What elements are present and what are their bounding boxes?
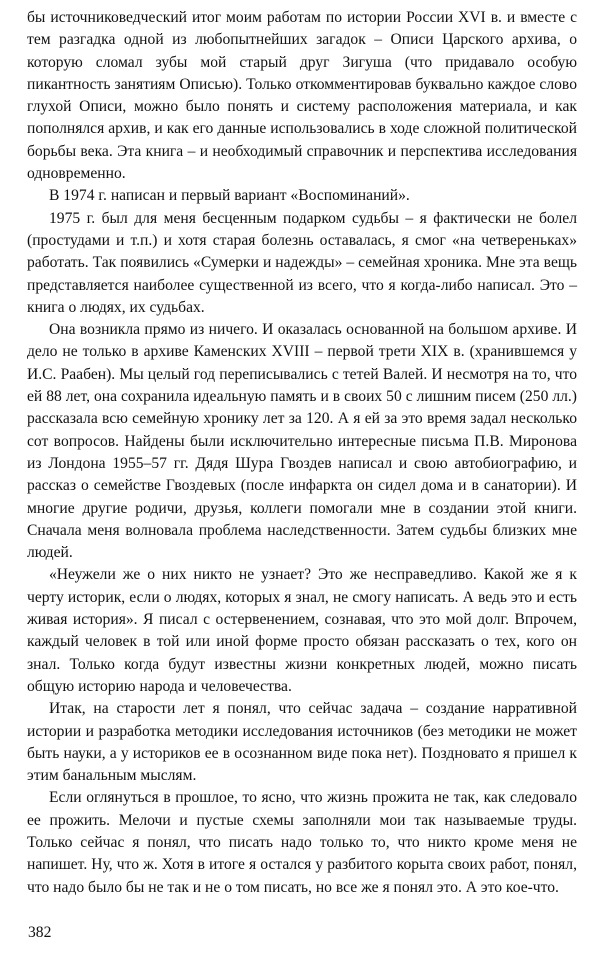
paragraph-6: Итак, на старости лет я понял, что сейчас задача – создание нарративной истории и разработка методики исследования источников (без методики не может быть науки, а у историков ее в осознанном виде пока нет). Поздновато я пришел к этим банальным мыслям. xyxy=(27,700,577,785)
page-number: 382 xyxy=(28,924,52,941)
paragraph-2: В 1974 г. написан и первый вариант «Воспоминаний». xyxy=(49,187,410,205)
book-page-text xyxy=(27,7,577,899)
paragraph-1: бы источниковедческий итог моим работам по истории России XVI в. и вместе с тем разгадка одной из любопытнейших загадок – Описи Царского архива, о которую сломал зубы мой старый друг Зигуша (что придавало особую пикантность занятиям Описью). Только откомментировав буквально каждое слово глухой Описи, можно было понять и систему расположения материала, и как пополнялся архив, и как его данные использовались в ходе сложной политической борьбы века. Эта книга – и необходимый справочник и перспектива исследования одновременно. xyxy=(27,9,577,183)
paragraph-3: 1975 г. был для меня бесценным подарком судьбы – я фактически не болел (простудами и т.п.) и хотя старая болезнь оставалась, я смог «на четвереньках» работать. Так появились «Сумерки и надежды» – семейная хроника. Мне эта вещь представляется наиболее существенной из всего, что я когда-либо написал. Это – книга о людях, их судьбах. xyxy=(27,209,577,316)
paragraph-7: Если оглянуться в прошлое, то ясно, что жизнь прожита не так, как следовало ее прожить. Мелочи и пустые схемы заполняли мои так называемые труды. Только сейчас я понял, что писать надо только то, что никто кроме меня не напишет. Ну, что ж. Хотя в итоге я остался у разбитого корыта своих работ, понял, что надо было бы не так и не о том писать, но все же я понял это. А это кое-что. xyxy=(27,789,577,896)
paragraph-5: «Неужели же о них никто не узнает? Это же несправедливо. Какой же я к черту историк, если о людях, которых я знал, не смогу написать. А ведь это и есть живая история». Я писал с остервенением, сознавая, что это мой долг. Впрочем, каждый человек в той или иной форме просто обязан рассказать о тех, кого он знал. Только когда будут известны жизни конкретных людей, можно писать общую историю народа и человечества. xyxy=(27,566,577,695)
paragraph-4: Она возникла прямо из ничего. И оказалась основанной на большом архиве. И дело не только в архиве Каменских XVIII – первой трети XIX в. (хранившемся у И.С. Раабен). Мы целый год переписывались с тетей Валей. И несмотря на то, что ей 88 лет, она сохранила идеальную память и в своих 50 с лишним писем (250 лл.) рассказала всю семейную хронику лет за 120. А я ей за это время задал несколько сот вопросов. Найдены были исключительно интересные письма П.В. Миронова из Лондона 1955–57 гг. Дядя Шура Гвоздев написал и свою автобиографию, и рассказ о семействе Гвоздевых (после инфаркта он сидел дома и в санатории). И многие другие родичи, друзья, коллеги помогали мне в создании этой книги. Сначала меня волновала проблема наследственности. Затем судьбы близких мне людей. xyxy=(27,321,577,562)
